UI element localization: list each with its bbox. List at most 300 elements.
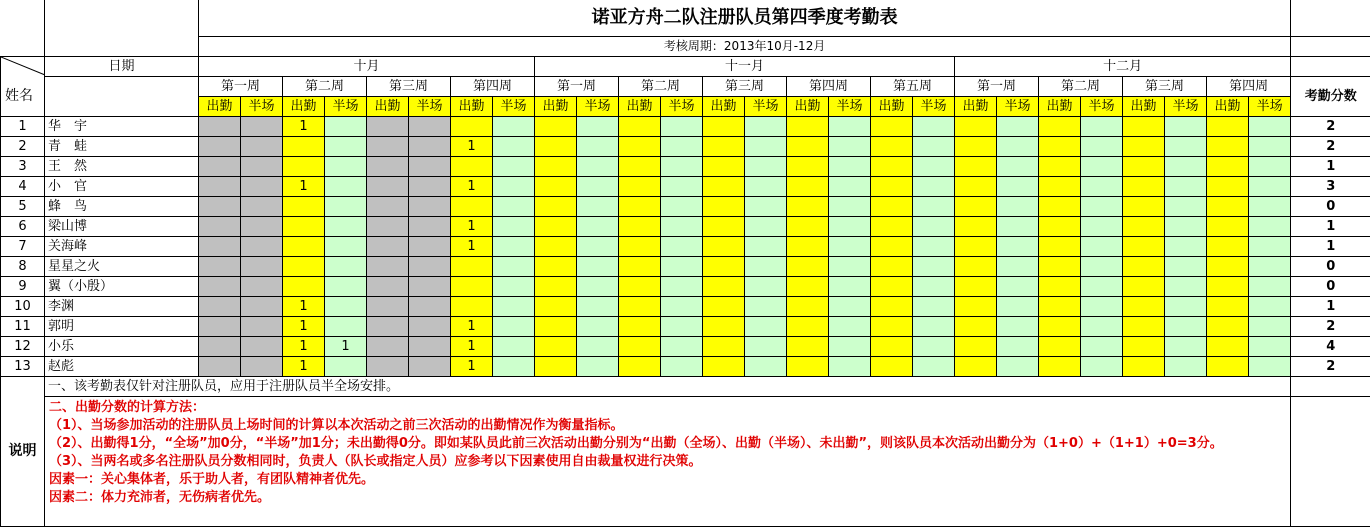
attend-cell[interactable] <box>1123 176 1165 196</box>
attend-cell[interactable] <box>283 256 325 276</box>
half-cell[interactable] <box>913 316 955 336</box>
half-cell[interactable] <box>913 156 955 176</box>
attend-cell[interactable] <box>367 136 409 156</box>
attend-cell[interactable] <box>1207 336 1249 356</box>
attend-cell[interactable] <box>283 136 325 156</box>
attend-cell[interactable] <box>199 136 241 156</box>
half-cell[interactable] <box>661 116 703 136</box>
half-cell[interactable] <box>745 356 787 376</box>
half-cell[interactable] <box>493 336 535 356</box>
half-cell[interactable] <box>493 236 535 256</box>
attend-cell[interactable] <box>199 356 241 376</box>
half-cell[interactable] <box>409 336 451 356</box>
attend-cell[interactable] <box>1123 296 1165 316</box>
half-cell[interactable] <box>325 316 367 336</box>
attend-cell[interactable] <box>1039 156 1081 176</box>
attend-cell[interactable] <box>535 336 577 356</box>
attend-cell[interactable] <box>1207 296 1249 316</box>
half-cell[interactable] <box>325 236 367 256</box>
half-cell[interactable] <box>409 156 451 176</box>
attend-cell[interactable] <box>535 356 577 376</box>
half-cell[interactable] <box>493 156 535 176</box>
half-cell[interactable] <box>1249 276 1291 296</box>
attend-cell[interactable]: 1 <box>283 356 325 376</box>
attend-cell[interactable] <box>199 296 241 316</box>
half-cell[interactable] <box>1249 196 1291 216</box>
attend-cell[interactable] <box>283 216 325 236</box>
half-cell[interactable] <box>577 236 619 256</box>
half-cell[interactable] <box>997 256 1039 276</box>
attend-cell[interactable]: 1 <box>451 236 493 256</box>
attend-cell[interactable] <box>535 136 577 156</box>
half-cell[interactable] <box>1249 236 1291 256</box>
half-cell[interactable] <box>913 356 955 376</box>
half-cell[interactable] <box>577 136 619 156</box>
half-cell[interactable] <box>325 176 367 196</box>
attend-cell[interactable] <box>199 276 241 296</box>
half-cell[interactable] <box>409 196 451 216</box>
half-cell[interactable] <box>1081 176 1123 196</box>
attend-cell[interactable] <box>535 296 577 316</box>
attend-cell[interactable] <box>787 116 829 136</box>
half-cell[interactable] <box>1081 296 1123 316</box>
half-cell[interactable] <box>241 336 283 356</box>
half-cell[interactable] <box>241 136 283 156</box>
attend-cell[interactable] <box>703 296 745 316</box>
half-cell[interactable] <box>241 176 283 196</box>
half-cell[interactable] <box>1165 336 1207 356</box>
attend-cell[interactable] <box>1207 316 1249 336</box>
half-cell[interactable] <box>325 296 367 316</box>
attend-cell[interactable] <box>1207 156 1249 176</box>
attend-cell[interactable] <box>871 196 913 216</box>
half-cell[interactable] <box>325 216 367 236</box>
half-cell[interactable] <box>1165 196 1207 216</box>
half-cell[interactable] <box>325 356 367 376</box>
half-cell[interactable] <box>913 176 955 196</box>
attend-cell[interactable] <box>1123 256 1165 276</box>
attend-cell[interactable] <box>787 256 829 276</box>
attend-cell[interactable] <box>787 216 829 236</box>
half-cell[interactable] <box>997 176 1039 196</box>
half-cell[interactable] <box>493 276 535 296</box>
half-cell[interactable] <box>577 216 619 236</box>
half-cell[interactable] <box>661 296 703 316</box>
attend-cell[interactable] <box>451 296 493 316</box>
half-cell[interactable] <box>913 276 955 296</box>
half-cell[interactable] <box>577 316 619 336</box>
half-cell[interactable] <box>745 256 787 276</box>
half-cell[interactable] <box>409 256 451 276</box>
half-cell[interactable] <box>1165 356 1207 376</box>
attend-cell[interactable] <box>1039 116 1081 136</box>
attend-cell[interactable] <box>787 236 829 256</box>
half-cell[interactable] <box>493 256 535 276</box>
attend-cell[interactable] <box>367 356 409 376</box>
half-cell[interactable] <box>1081 216 1123 236</box>
attend-cell[interactable] <box>619 256 661 276</box>
half-cell[interactable] <box>661 156 703 176</box>
attend-cell[interactable] <box>955 136 997 156</box>
half-cell[interactable] <box>1249 256 1291 276</box>
attend-cell[interactable] <box>367 316 409 336</box>
half-cell[interactable] <box>1081 196 1123 216</box>
half-cell[interactable] <box>745 216 787 236</box>
half-cell[interactable] <box>409 236 451 256</box>
attend-cell[interactable] <box>451 276 493 296</box>
half-cell[interactable] <box>997 136 1039 156</box>
half-cell[interactable] <box>577 256 619 276</box>
attend-cell[interactable] <box>283 236 325 256</box>
attend-cell[interactable] <box>535 196 577 216</box>
half-cell[interactable] <box>577 336 619 356</box>
half-cell[interactable] <box>1081 116 1123 136</box>
attend-cell[interactable] <box>787 336 829 356</box>
half-cell[interactable] <box>409 356 451 376</box>
attend-cell[interactable] <box>1039 236 1081 256</box>
attend-cell[interactable] <box>367 216 409 236</box>
half-cell[interactable] <box>577 276 619 296</box>
attend-cell[interactable] <box>955 236 997 256</box>
half-cell[interactable] <box>829 356 871 376</box>
attend-cell[interactable] <box>703 196 745 216</box>
attend-cell[interactable] <box>535 216 577 236</box>
half-cell[interactable] <box>1249 216 1291 236</box>
half-cell[interactable] <box>577 156 619 176</box>
half-cell[interactable] <box>661 136 703 156</box>
half-cell[interactable] <box>1165 136 1207 156</box>
half-cell[interactable] <box>997 236 1039 256</box>
attend-cell[interactable] <box>283 156 325 176</box>
half-cell[interactable] <box>745 316 787 336</box>
attend-cell[interactable] <box>787 276 829 296</box>
attend-cell[interactable] <box>787 176 829 196</box>
half-cell[interactable] <box>577 116 619 136</box>
half-cell[interactable] <box>241 256 283 276</box>
attend-cell[interactable] <box>703 316 745 336</box>
attend-cell[interactable] <box>283 276 325 296</box>
attend-cell[interactable] <box>703 136 745 156</box>
attend-cell[interactable] <box>871 216 913 236</box>
half-cell[interactable] <box>409 116 451 136</box>
half-cell[interactable] <box>493 216 535 236</box>
half-cell[interactable] <box>1165 256 1207 276</box>
attend-cell[interactable] <box>1039 196 1081 216</box>
half-cell[interactable] <box>829 276 871 296</box>
half-cell[interactable] <box>1249 136 1291 156</box>
half-cell[interactable] <box>1249 356 1291 376</box>
attend-cell[interactable]: 1 <box>283 316 325 336</box>
half-cell[interactable] <box>1165 216 1207 236</box>
half-cell[interactable] <box>241 316 283 336</box>
attend-cell[interactable] <box>955 296 997 316</box>
half-cell[interactable] <box>325 276 367 296</box>
attend-cell[interactable] <box>619 296 661 316</box>
attend-cell[interactable] <box>1123 136 1165 156</box>
attend-cell[interactable] <box>955 256 997 276</box>
attend-cell[interactable] <box>955 356 997 376</box>
attend-cell[interactable] <box>1207 116 1249 136</box>
half-cell[interactable] <box>1165 316 1207 336</box>
attend-cell[interactable] <box>1207 256 1249 276</box>
attend-cell[interactable] <box>199 196 241 216</box>
attend-cell[interactable] <box>619 356 661 376</box>
attend-cell[interactable] <box>1039 296 1081 316</box>
attend-cell[interactable] <box>619 316 661 336</box>
half-cell[interactable] <box>493 316 535 336</box>
attend-cell[interactable] <box>787 196 829 216</box>
attend-cell[interactable] <box>1123 216 1165 236</box>
attend-cell[interactable] <box>367 256 409 276</box>
attend-cell[interactable] <box>955 116 997 136</box>
half-cell[interactable] <box>997 216 1039 236</box>
attend-cell[interactable] <box>367 116 409 136</box>
half-cell[interactable] <box>913 256 955 276</box>
half-cell[interactable] <box>409 316 451 336</box>
attend-cell[interactable] <box>1123 196 1165 216</box>
attend-cell[interactable] <box>451 116 493 136</box>
half-cell[interactable] <box>913 236 955 256</box>
half-cell[interactable] <box>997 196 1039 216</box>
half-cell[interactable] <box>745 276 787 296</box>
half-cell[interactable] <box>913 216 955 236</box>
attend-cell[interactable] <box>871 236 913 256</box>
half-cell[interactable] <box>325 256 367 276</box>
half-cell[interactable] <box>409 276 451 296</box>
half-cell[interactable] <box>493 356 535 376</box>
half-cell[interactable] <box>493 116 535 136</box>
attend-cell[interactable] <box>1123 236 1165 256</box>
attend-cell[interactable] <box>787 356 829 376</box>
attend-cell[interactable] <box>1039 276 1081 296</box>
half-cell[interactable] <box>1165 236 1207 256</box>
attend-cell[interactable] <box>703 116 745 136</box>
half-cell[interactable] <box>829 236 871 256</box>
half-cell[interactable] <box>241 196 283 216</box>
half-cell[interactable] <box>1165 296 1207 316</box>
attend-cell[interactable]: 1 <box>451 176 493 196</box>
attend-cell[interactable] <box>955 276 997 296</box>
attend-cell[interactable] <box>199 176 241 196</box>
half-cell[interactable] <box>913 116 955 136</box>
half-cell[interactable] <box>661 316 703 336</box>
attend-cell[interactable] <box>1123 276 1165 296</box>
attend-cell[interactable] <box>199 316 241 336</box>
attend-cell[interactable] <box>871 276 913 296</box>
half-cell[interactable] <box>661 216 703 236</box>
half-cell[interactable] <box>1081 336 1123 356</box>
attend-cell[interactable] <box>199 256 241 276</box>
half-cell[interactable] <box>1165 176 1207 196</box>
attend-cell[interactable]: 1 <box>451 216 493 236</box>
half-cell[interactable] <box>661 236 703 256</box>
half-cell[interactable] <box>493 176 535 196</box>
attend-cell[interactable] <box>535 276 577 296</box>
attend-cell[interactable] <box>1207 136 1249 156</box>
half-cell[interactable] <box>745 156 787 176</box>
attend-cell[interactable]: 1 <box>283 336 325 356</box>
attend-cell[interactable] <box>703 216 745 236</box>
attend-cell[interactable] <box>1039 176 1081 196</box>
attend-cell[interactable] <box>787 136 829 156</box>
half-cell[interactable] <box>745 176 787 196</box>
half-cell[interactable] <box>997 116 1039 136</box>
attend-cell[interactable] <box>367 336 409 356</box>
attend-cell[interactable] <box>199 216 241 236</box>
half-cell[interactable] <box>493 136 535 156</box>
half-cell[interactable] <box>1249 156 1291 176</box>
attend-cell[interactable] <box>871 296 913 316</box>
attend-cell[interactable]: 1 <box>283 296 325 316</box>
half-cell[interactable] <box>241 116 283 136</box>
attend-cell[interactable] <box>199 336 241 356</box>
half-cell[interactable] <box>1081 276 1123 296</box>
half-cell[interactable] <box>913 336 955 356</box>
attend-cell[interactable] <box>871 256 913 276</box>
half-cell[interactable] <box>1165 276 1207 296</box>
attend-cell[interactable] <box>871 136 913 156</box>
half-cell[interactable] <box>1249 116 1291 136</box>
half-cell[interactable] <box>829 116 871 136</box>
half-cell[interactable] <box>325 156 367 176</box>
attend-cell[interactable] <box>199 156 241 176</box>
half-cell[interactable] <box>829 336 871 356</box>
half-cell[interactable] <box>661 276 703 296</box>
attend-cell[interactable] <box>703 276 745 296</box>
half-cell[interactable] <box>1081 136 1123 156</box>
half-cell[interactable] <box>745 336 787 356</box>
half-cell[interactable] <box>829 176 871 196</box>
half-cell[interactable] <box>1249 296 1291 316</box>
half-cell[interactable] <box>325 196 367 216</box>
attend-cell[interactable] <box>535 256 577 276</box>
attend-cell[interactable] <box>619 156 661 176</box>
half-cell[interactable] <box>1081 236 1123 256</box>
attend-cell[interactable]: 1 <box>451 136 493 156</box>
attend-cell[interactable] <box>451 196 493 216</box>
half-cell[interactable] <box>997 356 1039 376</box>
attend-cell[interactable] <box>703 356 745 376</box>
attend-cell[interactable] <box>1123 156 1165 176</box>
half-cell[interactable] <box>829 316 871 336</box>
half-cell[interactable] <box>997 276 1039 296</box>
attend-cell[interactable] <box>1123 316 1165 336</box>
half-cell[interactable] <box>1165 156 1207 176</box>
half-cell[interactable] <box>661 336 703 356</box>
half-cell[interactable] <box>241 156 283 176</box>
half-cell[interactable]: 1 <box>325 336 367 356</box>
attend-cell[interactable] <box>1039 356 1081 376</box>
attend-cell[interactable] <box>535 156 577 176</box>
attend-cell[interactable] <box>787 316 829 336</box>
half-cell[interactable] <box>829 296 871 316</box>
attend-cell[interactable] <box>619 336 661 356</box>
attend-cell[interactable] <box>1207 276 1249 296</box>
half-cell[interactable] <box>577 176 619 196</box>
attend-cell[interactable] <box>871 336 913 356</box>
half-cell[interactable] <box>1081 156 1123 176</box>
attend-cell[interactable] <box>367 236 409 256</box>
attend-cell[interactable] <box>703 236 745 256</box>
half-cell[interactable] <box>913 196 955 216</box>
half-cell[interactable] <box>1249 336 1291 356</box>
attend-cell[interactable] <box>787 156 829 176</box>
half-cell[interactable] <box>241 276 283 296</box>
attend-cell[interactable] <box>1123 356 1165 376</box>
attend-cell[interactable] <box>619 236 661 256</box>
attend-cell[interactable] <box>1123 116 1165 136</box>
attend-cell[interactable]: 1 <box>451 336 493 356</box>
half-cell[interactable] <box>409 136 451 156</box>
half-cell[interactable] <box>829 156 871 176</box>
attend-cell[interactable] <box>955 336 997 356</box>
attend-cell[interactable] <box>703 156 745 176</box>
attend-cell[interactable] <box>367 196 409 216</box>
attend-cell[interactable] <box>619 276 661 296</box>
half-cell[interactable] <box>409 176 451 196</box>
attend-cell[interactable] <box>199 116 241 136</box>
half-cell[interactable] <box>829 216 871 236</box>
attend-cell[interactable] <box>787 296 829 316</box>
half-cell[interactable] <box>409 296 451 316</box>
attend-cell[interactable] <box>871 116 913 136</box>
attend-cell[interactable] <box>1039 336 1081 356</box>
attend-cell[interactable] <box>1039 316 1081 336</box>
attend-cell[interactable] <box>619 176 661 196</box>
attend-cell[interactable] <box>1123 336 1165 356</box>
attend-cell[interactable]: 1 <box>451 316 493 336</box>
half-cell[interactable] <box>745 196 787 216</box>
attend-cell[interactable] <box>1207 356 1249 376</box>
half-cell[interactable] <box>661 196 703 216</box>
half-cell[interactable] <box>661 256 703 276</box>
attend-cell[interactable] <box>535 316 577 336</box>
half-cell[interactable] <box>997 316 1039 336</box>
attend-cell[interactable] <box>703 256 745 276</box>
attend-cell[interactable] <box>703 176 745 196</box>
half-cell[interactable] <box>997 296 1039 316</box>
attend-cell[interactable] <box>367 296 409 316</box>
attend-cell[interactable] <box>955 156 997 176</box>
attend-cell[interactable] <box>199 236 241 256</box>
attend-cell[interactable] <box>703 336 745 356</box>
attend-cell[interactable] <box>535 236 577 256</box>
attend-cell[interactable] <box>619 116 661 136</box>
half-cell[interactable] <box>409 216 451 236</box>
attend-cell[interactable] <box>619 196 661 216</box>
half-cell[interactable] <box>325 136 367 156</box>
half-cell[interactable] <box>661 176 703 196</box>
attend-cell[interactable] <box>1207 196 1249 216</box>
half-cell[interactable] <box>1249 176 1291 196</box>
attend-cell[interactable] <box>871 156 913 176</box>
attend-cell[interactable] <box>367 176 409 196</box>
attend-cell[interactable] <box>1039 216 1081 236</box>
attend-cell[interactable] <box>451 256 493 276</box>
half-cell[interactable] <box>1081 316 1123 336</box>
half-cell[interactable] <box>241 356 283 376</box>
attend-cell[interactable] <box>955 196 997 216</box>
attend-cell[interactable] <box>1039 256 1081 276</box>
half-cell[interactable] <box>661 356 703 376</box>
half-cell[interactable] <box>577 296 619 316</box>
attend-cell[interactable] <box>619 216 661 236</box>
half-cell[interactable] <box>829 256 871 276</box>
attend-cell[interactable] <box>283 196 325 216</box>
attend-cell[interactable] <box>367 156 409 176</box>
half-cell[interactable] <box>997 156 1039 176</box>
half-cell[interactable] <box>829 196 871 216</box>
